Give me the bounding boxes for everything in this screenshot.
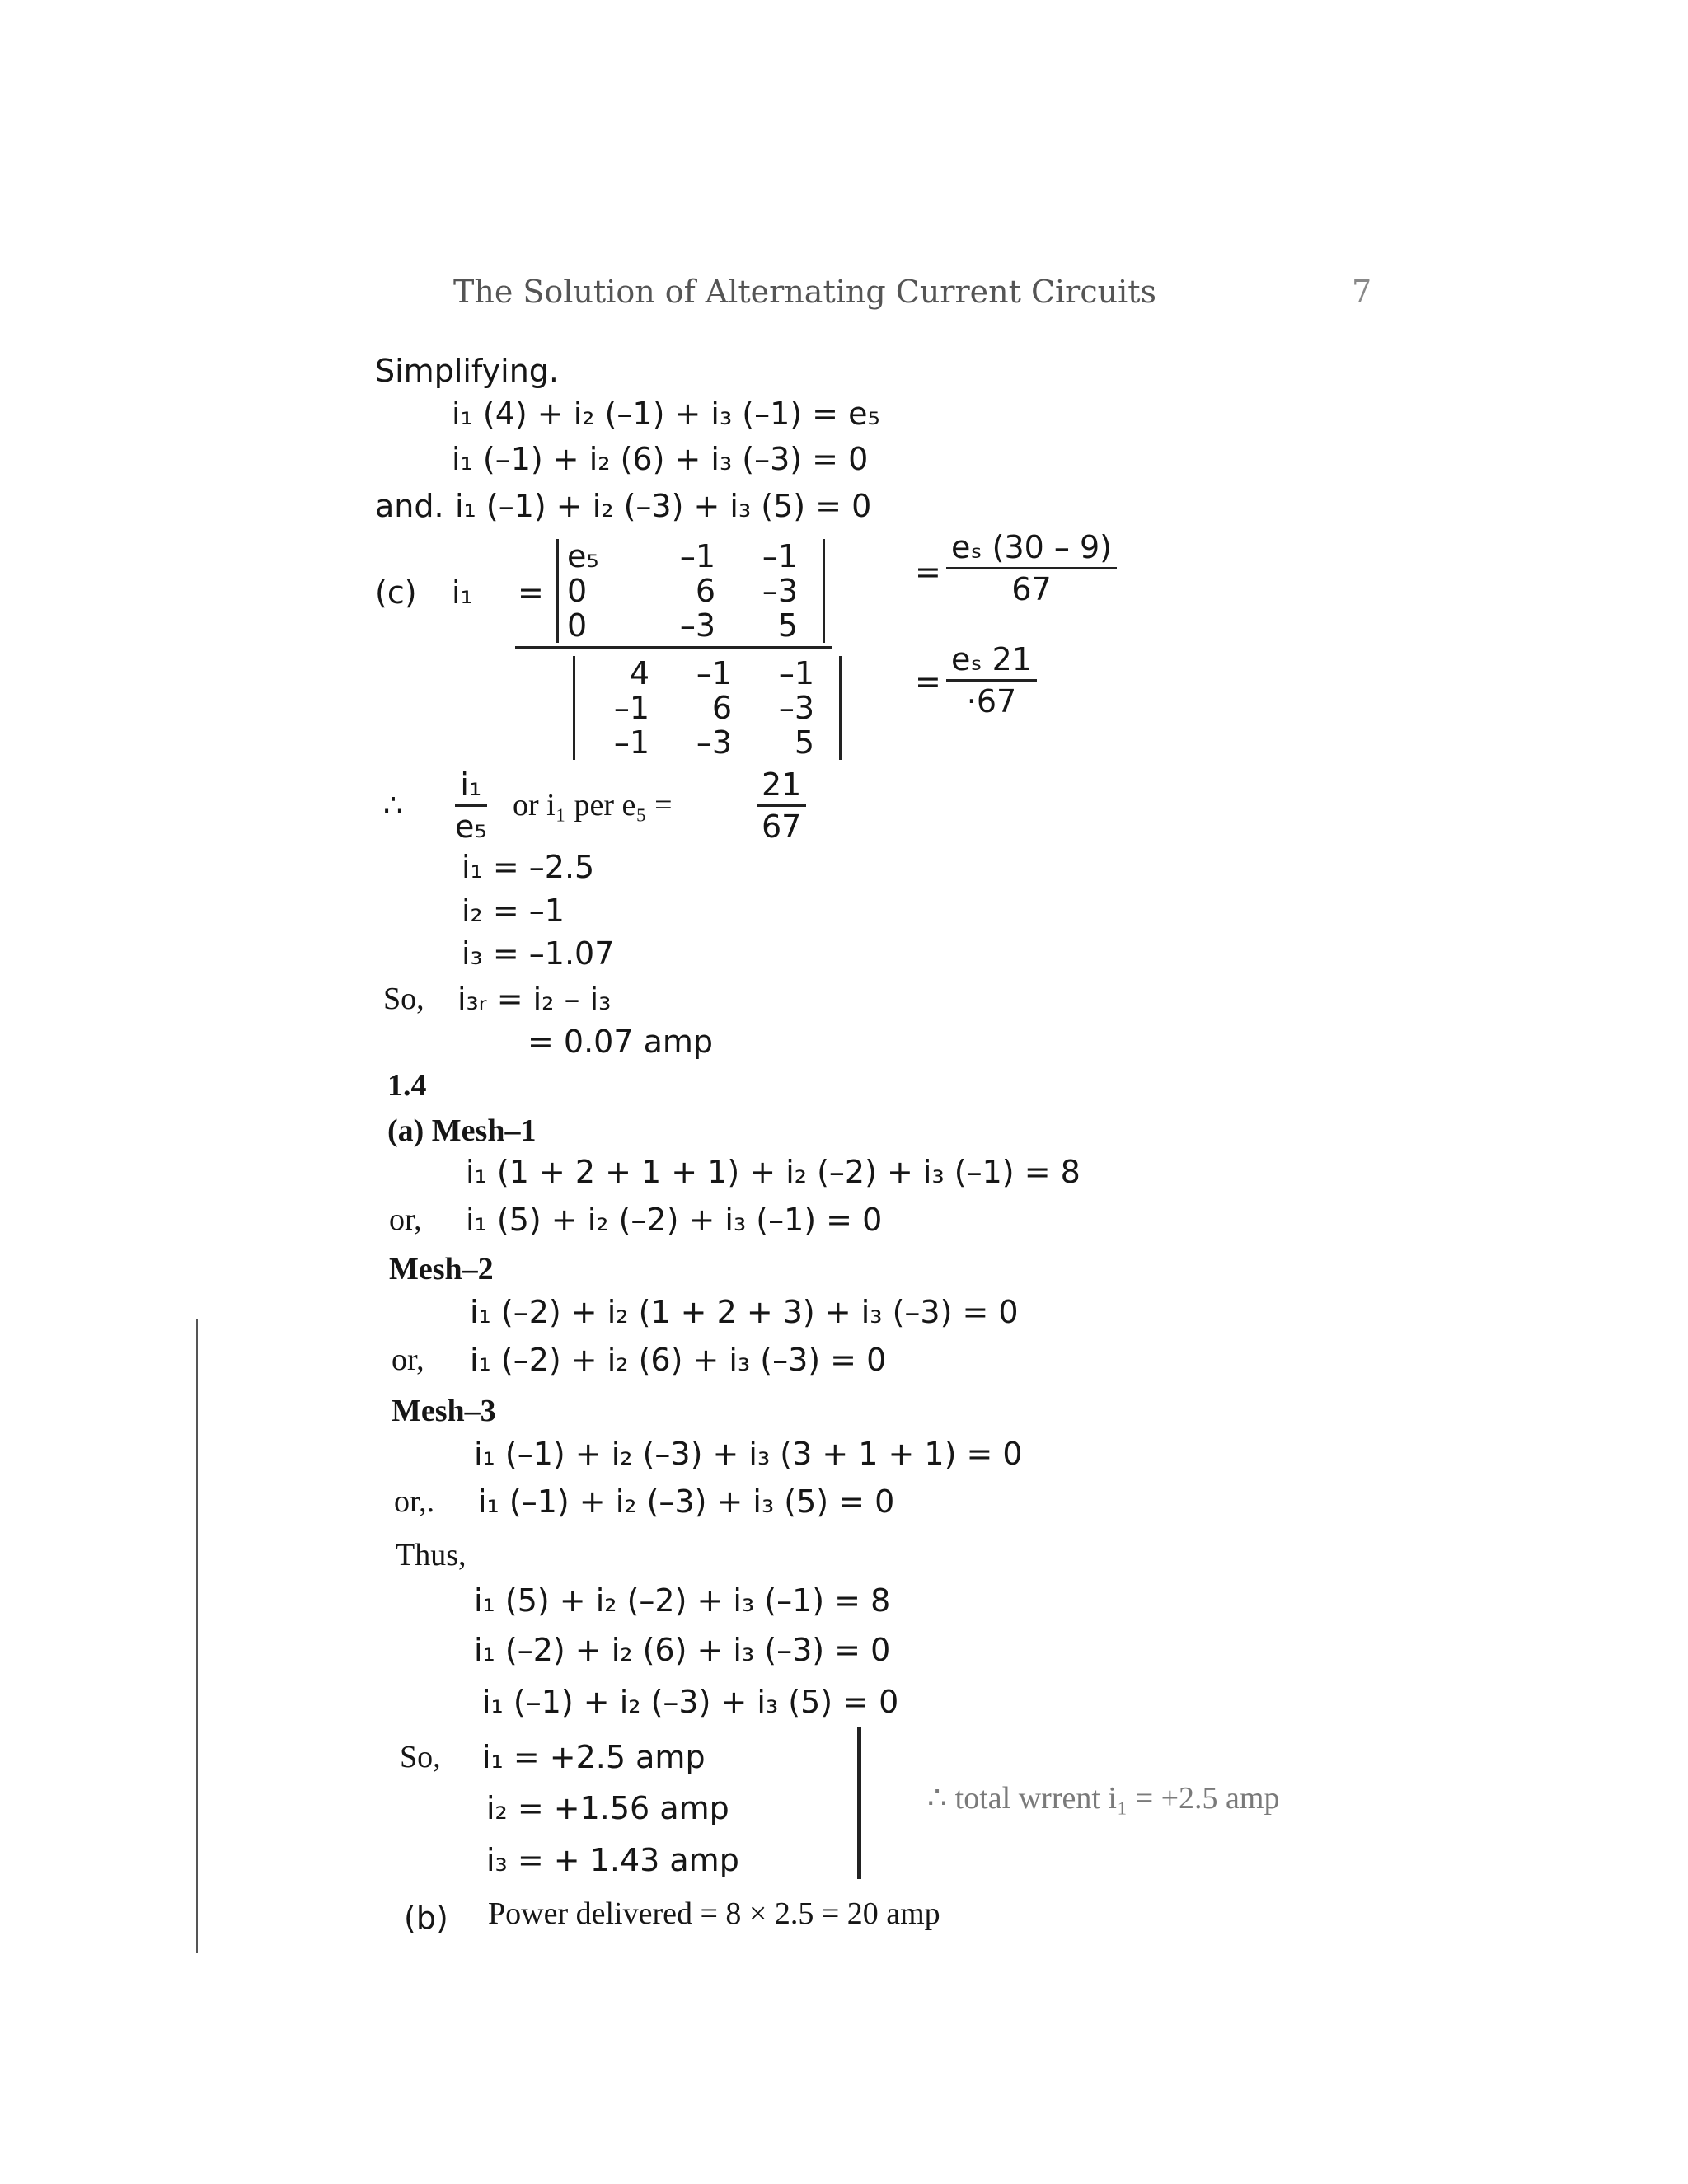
- matrix-cell: –3: [778, 690, 814, 726]
- divider-line: [857, 1727, 861, 1879]
- fraction-denominator: e₅: [455, 808, 487, 845]
- mesh-heading: Mesh–2: [389, 1252, 494, 1286]
- equation: i₁ (–2) + i₂ (6) + i₃ (–3) = 0: [474, 1632, 891, 1668]
- part-label: (b): [404, 1900, 448, 1936]
- equation: i₁ (5) + i₂ (–2) + i₃ (–1) = 0: [466, 1202, 883, 1238]
- equation: i₁ (–1) + i₂ (6) + i₃ (–3) = 0: [452, 441, 869, 477]
- equals-sign: =: [915, 663, 941, 700]
- mesh-heading: Mesh–3: [392, 1394, 496, 1428]
- section-number: 1.4: [387, 1068, 427, 1103]
- equation: i₁ (–1) + i₂ (–3) + i₃ (5) = 0: [478, 1483, 895, 1520]
- equation: i₁ (–1) + i₂ (–3) + i₃ (5) = 0: [455, 488, 872, 524]
- current-result: i₁ = +2.5 amp: [482, 1739, 706, 1775]
- equation: i₁ (1 + 2 + 1 + 1) + i₂ (–2) + i₃ (–1) = 8: [466, 1154, 1081, 1190]
- fraction-denominator: ·67: [966, 683, 1017, 719]
- fraction-numerator: eₛ 21: [946, 641, 1037, 682]
- result-fraction-1: [946, 529, 1117, 607]
- mesh-heading: (a) Mesh–1: [387, 1113, 537, 1148]
- part-label: (c): [375, 574, 417, 611]
- fraction-denominator: 67: [1011, 571, 1052, 607]
- result-fraction-2: [946, 641, 1037, 719]
- equation: i₁ (–1) + i₂ (–3) + i₃ (5) = 0: [482, 1684, 899, 1720]
- page-edge-line: [196, 1319, 198, 1953]
- matrix-cell: –3: [696, 724, 732, 761]
- matrix-cell: –1: [613, 690, 649, 726]
- therefore-symbol: ∴: [383, 787, 404, 823]
- matrix-cell: e₅: [567, 538, 599, 574]
- matrix-cell: –1: [778, 655, 814, 691]
- fraction-bar: [515, 646, 832, 649]
- matrix-cell: 0: [567, 607, 588, 644]
- fraction-numerator: i₁: [455, 766, 487, 807]
- equation: i₁ (–2) + i₂ (1 + 2 + 3) + i₃ (–3) = 0: [470, 1294, 1019, 1330]
- current-result: i₃ = + 1.43 amp: [486, 1842, 739, 1878]
- equation: i₁ (4) + i₂ (–1) + i₃ (–1) = e₅: [452, 396, 880, 432]
- or-label: or,: [389, 1202, 422, 1237]
- or-label: or,.: [394, 1484, 435, 1519]
- equals-sign: =: [518, 574, 544, 611]
- matrix-cell: 0: [567, 573, 588, 609]
- page-header-title: The Solution of Alternating Current Circuits: [453, 274, 1157, 310]
- page-number: 7: [1352, 274, 1372, 310]
- equation: i₁ (–1) + i₂ (–3) + i₃ (3 + 1 + 1) = 0: [474, 1436, 1023, 1472]
- denominator-determinant: [573, 656, 842, 760]
- current-result: i₂ = +1.56 amp: [486, 1790, 729, 1826]
- equals-sign: =: [915, 554, 941, 590]
- matrix-cell: –3: [679, 607, 715, 644]
- or-label: or,: [392, 1343, 424, 1377]
- matrix-cell: 6: [711, 690, 732, 726]
- thus-label: Thus,: [396, 1538, 467, 1572]
- fraction-denominator: 67: [762, 808, 802, 845]
- matrix-cell: 4: [629, 655, 649, 691]
- equation: i₃ᵣ = i₂ – i₃: [457, 981, 612, 1017]
- matrix-cell: –1: [613, 724, 649, 761]
- matrix-cell: –1: [696, 655, 732, 691]
- equation: = 0.07 amp: [528, 1024, 714, 1060]
- equation: i₁ (5) + i₂ (–2) + i₃ (–1) = 8: [474, 1582, 891, 1619]
- variable-i1: i₁: [452, 574, 473, 611]
- fraction-numerator: 21: [757, 766, 806, 807]
- equation: i₁ (–2) + i₂ (6) + i₃ (–3) = 0: [470, 1342, 887, 1378]
- and-label: and.: [375, 488, 444, 524]
- current-value: i₁ = –2.5: [462, 849, 595, 885]
- matrix-cell: 5: [794, 724, 814, 761]
- matrix-cell: –3: [762, 573, 798, 609]
- matrix-cell: –1: [762, 538, 798, 574]
- fraction-numerator: eₛ (30 – 9): [946, 529, 1117, 569]
- power-delivered: Power delivered = 8 × 2.5 = 20 amp: [488, 1896, 940, 1931]
- so-label: So,: [383, 982, 424, 1016]
- simplifying-label: Simplifying.: [375, 353, 559, 389]
- matrix-cell: 6: [695, 573, 715, 609]
- ratio-fraction: [455, 766, 487, 845]
- matrix-cell: 5: [777, 607, 798, 644]
- matrix-cell: –1: [679, 538, 715, 574]
- current-value: i₃ = –1.07: [462, 935, 615, 972]
- ratio-text: or i₁ per e₅ =: [513, 788, 673, 823]
- total-current-note: ∴ total wrrent i₁ = +2.5 amp: [927, 1781, 1280, 1816]
- numerator-determinant: [556, 539, 825, 643]
- current-value: i₂ = –1: [462, 893, 565, 929]
- so-label: So,: [400, 1740, 441, 1774]
- ratio-value: [757, 766, 806, 845]
